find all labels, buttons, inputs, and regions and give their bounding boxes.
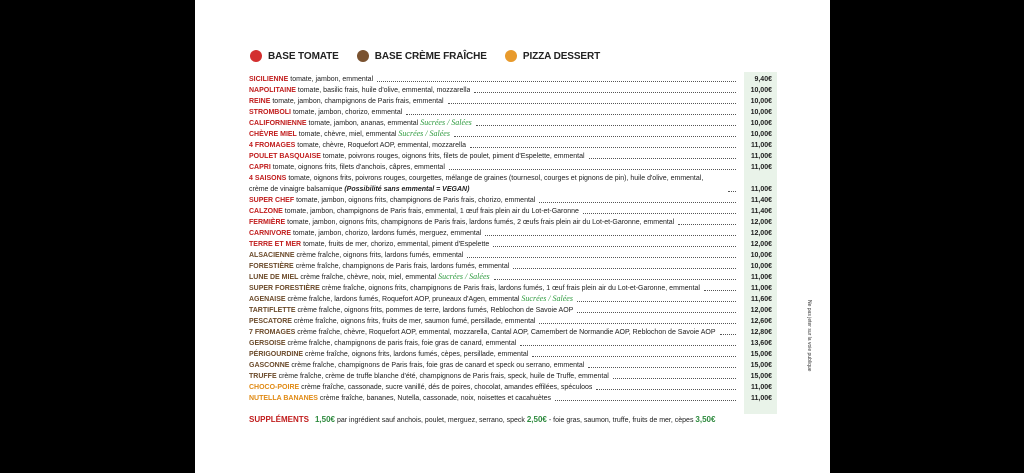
pizza-price: 10,00€ <box>750 98 772 105</box>
pizza-name: FORESTIÈRE <box>249 263 294 270</box>
supplements <box>249 415 715 424</box>
menu-item <box>249 316 776 327</box>
pizza-price: 11,60€ <box>750 296 772 303</box>
pizza-price: 11,00€ <box>750 153 772 160</box>
pizza-price: 9,40€ <box>754 76 772 83</box>
menu-item <box>249 195 776 206</box>
pizza-price: 11,00€ <box>750 164 772 171</box>
pizza-name: 4 SAISONS <box>249 175 287 182</box>
pizza-price: 11,00€ <box>750 384 772 391</box>
menu-item-text <box>249 338 516 349</box>
pizza-price: 10,00€ <box>750 252 772 259</box>
pizza-description: tomate, oignons frits, poivrons rouges, courgettes, mélange de graines (tournesol, courges et pignons de pin), huile d'olive, emmental, crème de vinaigre balsamique <box>249 175 704 193</box>
menu-item-text <box>249 371 609 382</box>
pizza-description: crème fraîche, crème de truffe blanche d'été, champignons de Paris frais, speck, huile de Truffe, emmental <box>278 373 609 380</box>
dot-leader <box>577 312 736 313</box>
pizza-price: 11,00€ <box>750 186 772 193</box>
pizza-price: 12,60€ <box>750 318 772 325</box>
menu-item <box>249 129 776 140</box>
supplement-price-2: 2,50€ <box>526 415 547 424</box>
legend-creme <box>357 50 487 62</box>
pizza-price: 11,40€ <box>750 197 772 204</box>
sweet-salty-tag: Sucrées / Salées <box>420 118 472 127</box>
dot-leader <box>454 136 736 137</box>
pizza-description: crème fraîche, cassonade, sucre vanillé, dés de poires, chocolat, amandes effilées, spéculoos <box>301 384 593 391</box>
supplements-label: SUPPLÉMENTS <box>249 415 310 424</box>
menu-item-text <box>249 250 463 261</box>
dot-leader <box>720 334 736 335</box>
pizza-price: 10,00€ <box>750 131 772 138</box>
menu-item-text <box>249 217 674 228</box>
pizza-name: SUPER FORESTIÈRE <box>249 285 320 292</box>
dot-leader <box>470 147 736 148</box>
pizza-description: tomate, oignons frits, filets d'anchois, câpres, emmental <box>272 164 445 171</box>
pizza-name: CAPRI <box>249 164 271 171</box>
sweet-salty-tag: Sucrées / Salées <box>398 129 450 138</box>
legend-label: PIZZA DESSERT <box>522 50 601 62</box>
pizza-price: 11,00€ <box>750 142 772 149</box>
dot-leader <box>704 290 736 291</box>
pizza-price: 12,00€ <box>750 230 772 237</box>
pizza-description: tomate, jambon, ananas, emmental <box>308 120 419 127</box>
menu-item-text <box>249 162 445 173</box>
pizza-price: 11,00€ <box>750 274 772 281</box>
menu-item-text <box>249 360 584 371</box>
pizza-description: crème fraîche, oignons frits, lardons fumés, cèpes, persillade, emmental <box>305 351 529 358</box>
menu-item <box>249 96 776 107</box>
pizza-name: 4 FROMAGES <box>249 142 296 149</box>
menu-item <box>249 272 776 283</box>
menu-item-text <box>249 327 716 338</box>
pizza-description: tomate, jambon, champignons de Paris frais, emmental <box>272 98 444 105</box>
pizza-name: STROMBOLI <box>249 109 291 116</box>
pizza-name: AGENAISE <box>249 296 286 303</box>
supplement-text-1: par ingrédient sauf anchois, poulet, merguez, serrano, speck <box>336 417 525 424</box>
menu-item <box>249 250 776 261</box>
dot-leader <box>539 202 736 203</box>
menu-item-text <box>249 85 470 96</box>
dot-leader <box>467 257 736 258</box>
pizza-price: 11,00€ <box>750 395 772 402</box>
dot-leader <box>448 103 736 104</box>
pizza-price: 10,00€ <box>750 87 772 94</box>
pizza-name: PESCATORE <box>249 318 292 325</box>
dot-leader <box>449 169 736 170</box>
pizza-name: GASCONNE <box>249 362 290 369</box>
menu-item <box>249 371 776 382</box>
pizza-description: crème fraîche, champignons de paris frais, foie gras de canard, emmental <box>287 340 517 347</box>
dot-leader <box>474 92 736 93</box>
dot-leader <box>485 235 736 236</box>
menu-item <box>249 382 776 393</box>
menu-item <box>249 162 776 173</box>
pizza-description: crème fraîche, chèvre, noix, miel, emmental <box>300 274 437 281</box>
menu-item-text <box>249 151 585 162</box>
menu-item <box>249 151 776 162</box>
menu-item-text <box>249 128 450 140</box>
menu-item <box>249 140 776 151</box>
menu-item <box>249 393 776 404</box>
menu-item-text <box>249 316 535 327</box>
pizza-name: CHOCO-POIRE <box>249 384 300 391</box>
pizza-description: tomate, poivrons rouges, oignons frits, filets de poulet, piment d'Espelette, emmental <box>322 153 585 160</box>
dot-leader <box>520 345 736 346</box>
menu-item <box>249 349 776 360</box>
dot-leader <box>613 378 736 379</box>
supplement-text-2: - foie gras, saumon, truffe, fruits de mer, cèpes <box>548 417 694 424</box>
pizza-description: crème fraîche, champignons de Paris frais, foie gras de canard et speck ou serrano, emmental <box>291 362 585 369</box>
pizza-description: tomate, jambon, chorizo, lardons fumés, merguez, emmental <box>292 230 482 237</box>
pizza-list <box>249 74 776 404</box>
pizza-description: tomate, jambon, oignons frits, champignons de Paris frais, lardons fumés, 2 œufs frais plein air du Lot-et-Garonne, emmental <box>287 219 675 226</box>
menu-item <box>249 294 776 305</box>
pizza-name: NAPOLITAINE <box>249 87 296 94</box>
menu-item-text <box>249 74 373 85</box>
pizza-description: tomate, jambon, champignons de Paris frais, emmental, 1 œuf frais plein air du Lot-et-Garonne <box>284 208 579 215</box>
menu-item-text <box>249 239 489 250</box>
menu-item-text <box>249 228 481 239</box>
menu-item <box>249 173 776 195</box>
dot-leader <box>513 268 736 269</box>
menu-item <box>249 360 776 371</box>
pizza-price: 15,00€ <box>750 373 772 380</box>
pizza-name: PÉRIGOURDINE <box>249 351 304 358</box>
dessert-dot-icon <box>505 50 517 62</box>
menu-item-text <box>249 293 573 305</box>
menu-item <box>249 206 776 217</box>
pizza-description: tomate, jambon, oignons frits, champignons de Paris frais, chorizo, emmental <box>296 197 536 204</box>
vegan-note: (Possibilité sans emmental = VEGAN) <box>344 186 470 193</box>
pizza-name: SUPER CHEF <box>249 197 295 204</box>
menu-item-text <box>249 140 466 151</box>
pizza-name: SICILIENNE <box>249 76 289 83</box>
legend-label: BASE CRÈME FRAÎCHE <box>374 50 487 62</box>
pizza-description: crème fraîche, oignons frits, pommes de terre, lardons fumés, Reblochon de Savoie AOP <box>297 307 574 314</box>
pizza-description: crème fraîche, oignons frits, champignons de Paris frais, lardons fumés, 1 œuf frais plein air du Lot-et-Garonne, emmental <box>321 285 700 292</box>
pizza-name: CALIFORNIENNE <box>249 120 307 127</box>
supplement-price-1: 1,50€ <box>314 415 335 424</box>
dot-leader <box>596 389 736 390</box>
supplement-price-3: 3,50€ <box>695 415 716 424</box>
tomato-dot-icon <box>250 50 262 62</box>
menu-item <box>249 74 776 85</box>
dot-leader <box>728 191 736 192</box>
dot-leader <box>678 224 736 225</box>
pizza-price: 15,00€ <box>750 362 772 369</box>
pizza-price: 11,40€ <box>750 208 772 215</box>
dot-leader <box>532 356 736 357</box>
menu-item-text <box>249 382 592 393</box>
dot-leader <box>589 158 736 159</box>
pizza-description: tomate, chèvre, miel, emmental <box>298 131 397 138</box>
menu-item-text <box>249 349 528 360</box>
pizza-name: TERRE ET MER <box>249 241 302 248</box>
menu-item <box>249 239 776 250</box>
pizza-description: tomate, jambon, emmental <box>290 76 374 83</box>
pizza-name: 7 FROMAGES <box>249 329 296 336</box>
pizza-name: NUTELLA BANANES <box>249 395 318 402</box>
pizza-description: crème fraîche, lardons fumés, Roquefort AOP, pruneaux d'Agen, emmental <box>287 296 520 303</box>
pizza-description: crème fraîche, bananes, Nutella, cassonade, noix, noisettes et cacahuètes <box>319 395 552 402</box>
pizza-name: POULET BASQUAISE <box>249 153 321 160</box>
pizza-name: FERMIÈRE <box>249 219 286 226</box>
pizza-name: CHÈVRE MIEL <box>249 131 297 138</box>
cream-dot-icon <box>357 50 369 62</box>
sweet-salty-tag: Sucrées / Salées <box>521 294 573 303</box>
pizza-description: crème fraîche, oignons frits, lardons fumés, emmental <box>296 252 464 259</box>
menu-item <box>249 228 776 239</box>
pizza-price: 15,00€ <box>750 351 772 358</box>
menu-page <box>195 0 830 473</box>
menu-item-text <box>249 173 724 195</box>
pizza-description: crème fraîche, chèvre, Roquefort AOP, emmental, mozzarella, Cantal AOP, Camembert de Normandie AOP, Reblochon de Savoie AOP <box>297 329 716 336</box>
pizza-description: crème fraîche, champignons de Paris frais, lardons fumés, emmental <box>295 263 510 270</box>
pizza-name: TRUFFE <box>249 373 277 380</box>
legend-tomate <box>250 50 339 62</box>
pizza-description: tomate, basilic frais, huile d'olive, emmental, mozzarella <box>297 87 471 94</box>
dot-leader <box>377 81 736 82</box>
sweet-salty-tag: Sucrées / Salées <box>438 272 490 281</box>
dot-leader <box>555 400 736 401</box>
pizza-name: LUNE DE MIEL <box>249 274 299 281</box>
side-note: Ne pas jeter sur la voie publique <box>806 300 812 372</box>
pizza-name: TARTIFLETTE <box>249 307 296 314</box>
dot-leader <box>494 279 736 280</box>
pizza-price: 12,00€ <box>750 219 772 226</box>
pizza-description: tomate, fruits de mer, chorizo, emmental, piment d'Espelette <box>303 241 490 248</box>
dot-leader <box>583 213 736 214</box>
menu-item <box>249 305 776 316</box>
pizza-price: 12,80€ <box>750 329 772 336</box>
pizza-price: 12,00€ <box>750 241 772 248</box>
pizza-price: 10,00€ <box>750 120 772 127</box>
menu-item <box>249 327 776 338</box>
pizza-description: crème fraîche, oignons frits, fruits de mer, saumon fumé, persillade, emmental <box>293 318 536 325</box>
dot-leader <box>577 301 736 302</box>
menu-item-text <box>249 271 490 283</box>
pizza-name: ALSACIENNE <box>249 252 295 259</box>
pizza-price: 13,60€ <box>750 340 772 347</box>
menu-item-text <box>249 195 535 206</box>
dot-leader <box>406 114 736 115</box>
menu-item <box>249 338 776 349</box>
dot-leader <box>493 246 736 247</box>
menu-item <box>249 217 776 228</box>
menu-item-text <box>249 305 573 316</box>
pizza-price: 10,00€ <box>750 263 772 270</box>
pizza-name: REINE <box>249 98 271 105</box>
pizza-name: CARNIVORE <box>249 230 292 237</box>
pizza-price: 11,00€ <box>750 285 772 292</box>
legend <box>250 47 618 65</box>
menu-item-text <box>249 206 579 217</box>
pizza-name: CALZONE <box>249 208 283 215</box>
dot-leader <box>588 367 736 368</box>
legend-dessert <box>505 50 600 62</box>
dot-leader <box>539 323 736 324</box>
legend-label: BASE TOMATE <box>268 50 339 62</box>
pizza-price: 12,00€ <box>750 307 772 314</box>
dot-leader <box>476 125 736 126</box>
menu-item-text <box>249 393 551 404</box>
pizza-name: GERSOISE <box>249 340 286 347</box>
menu-item <box>249 85 776 96</box>
pizza-description: tomate, jambon, chorizo, emmental <box>292 109 403 116</box>
menu-item-text <box>249 96 444 107</box>
pizza-description: tomate, chèvre, Roquefort AOP, emmental, mozzarella <box>297 142 466 149</box>
pizza-price: 10,00€ <box>750 109 772 116</box>
